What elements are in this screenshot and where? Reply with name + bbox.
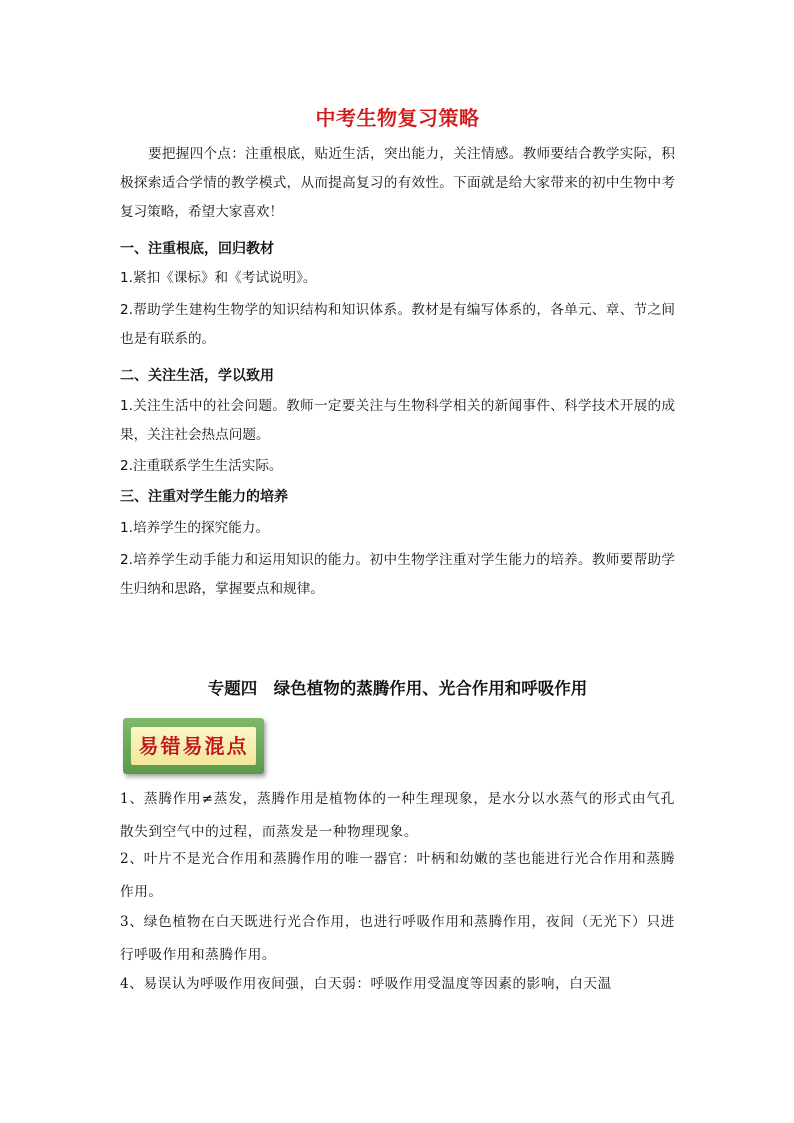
document-title: 中考生物复习策略 xyxy=(315,106,480,130)
point-item-4: 4、易误认为呼吸作用夜间强，白天弱：呼吸作用受温度等因素的影响，白天温 xyxy=(120,976,612,992)
section-1-item-2: 2.帮助学生建构生物学的知识结构和知识体系。教材是有编写体系的，各单元、章、节之间也是有联系的。 xyxy=(120,302,675,347)
section-heading-2: 二、关注生活，学以致用 xyxy=(120,368,274,384)
section-heading-1: 一、注重根底，回归教材 xyxy=(120,241,274,257)
section-3-item-1: 1.培养学生的探究能力。 xyxy=(120,520,269,536)
topic-title: 专题四 绿色植物的蒸腾作用、光合作用和呼吸作用 xyxy=(207,679,588,698)
error-prone-tag-label: 易错易混点 xyxy=(131,727,256,765)
intro-paragraph: 要把握四个点：注重根底，贴近生活，突出能力，关注情感。教师要结合教学实际，积极探索适合学情的教学模式，从而提高复习的有效性。下面就是给大家带来的初中生物中考复习策略，希望大家喜欢！ xyxy=(120,146,675,220)
point-item-2: 2、叶片不是光合作用和蒸腾作用的唯一器官：叶柄和幼嫩的茎也能进行光合作用和蒸腾作用。 xyxy=(120,851,675,900)
section-2-item-2: 2.注重联系学生生活实际。 xyxy=(120,458,283,474)
point-item-1: 1、蒸腾作用≠蒸发，蒸腾作用是植物体的一种生理现象，是水分以水蒸气的形式由气孔散失到空气中的过程，而蒸发是一种物理现象。 xyxy=(120,791,675,840)
point-item-3: 3、绿色植物在白天既进行光合作用，也进行呼吸作用和蒸腾作用，夜间（无光下）只进行呼吸作用和蒸腾作用。 xyxy=(120,914,675,963)
section-1-item-1: 1.紧扣《课标》和《考试说明》。 xyxy=(120,270,317,286)
section-heading-3: 三、注重对学生能力的培养 xyxy=(120,489,288,505)
error-prone-tag xyxy=(123,718,264,774)
section-2-item-1: 1.关注生活中的社会问题。教师一定要关注与生物科学相关的新闻事件、科学技术开展的成果，关注社会热点问题。 xyxy=(120,398,675,443)
section-3-item-2: 2.培养学生动手能力和运用知识的能力。初中生物学注重对学生能力的培养。教师要帮助学生归纳和思路，掌握要点和规律。 xyxy=(120,552,675,597)
